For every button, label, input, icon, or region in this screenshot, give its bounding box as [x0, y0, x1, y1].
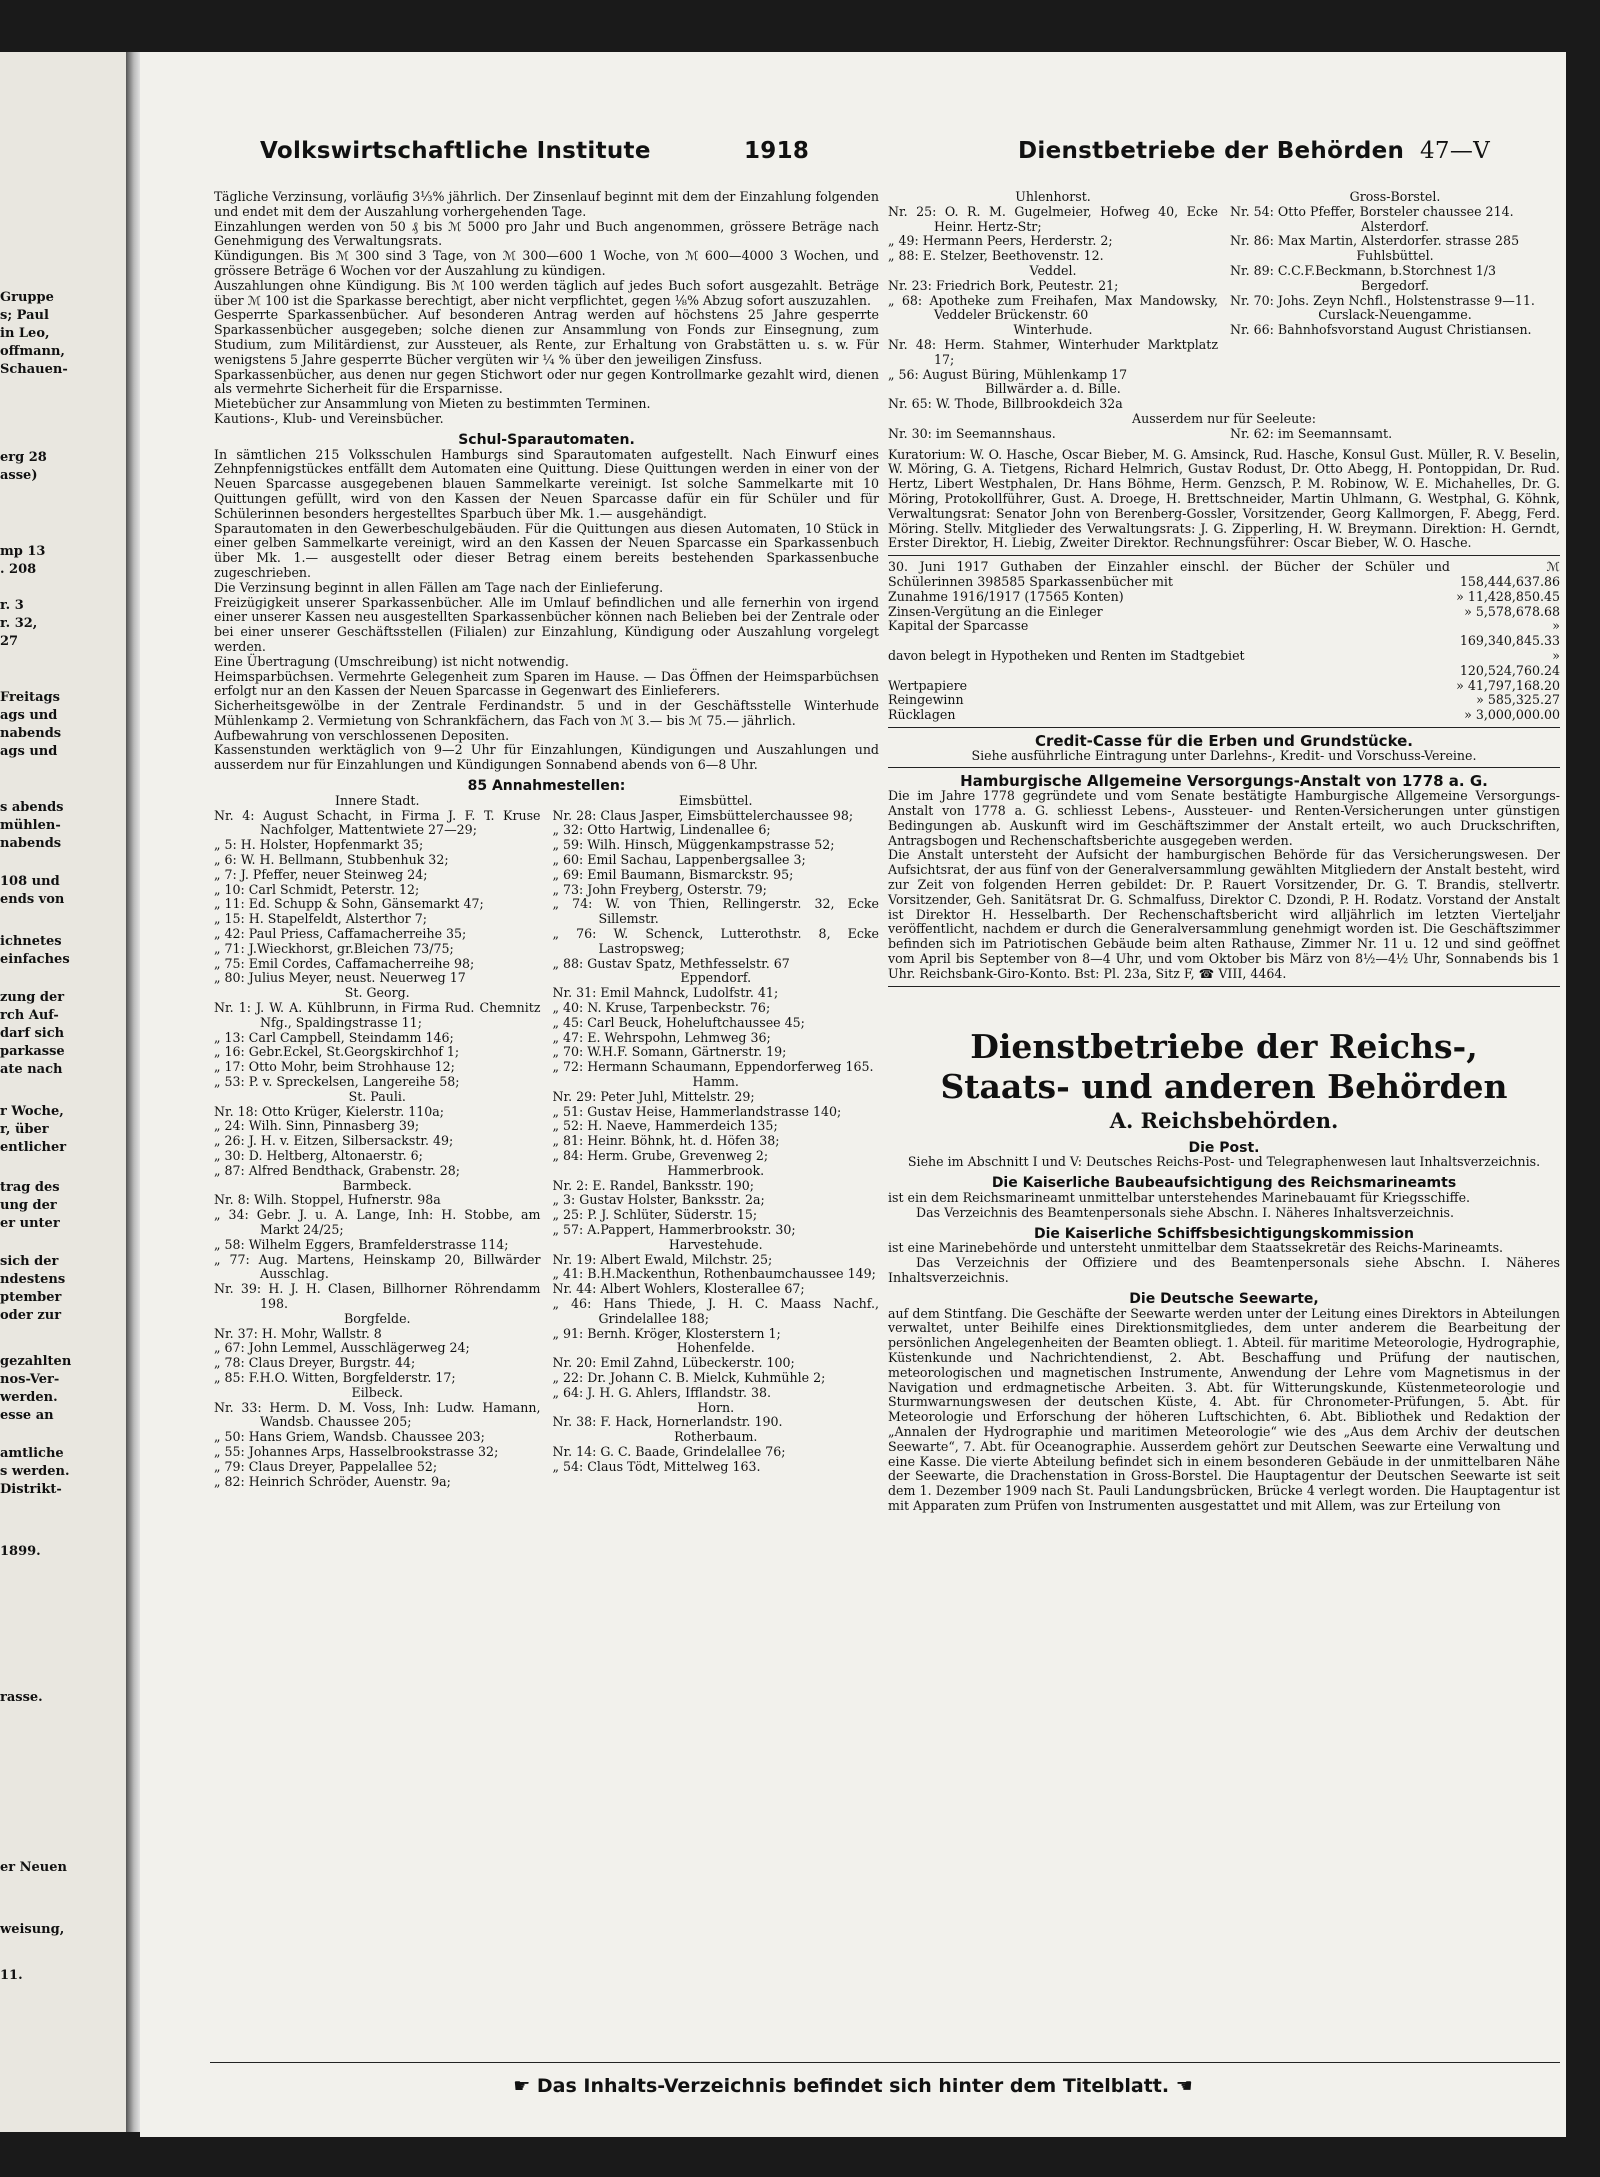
page-fragment-text: . 208	[0, 562, 37, 577]
kuratorium-text: Kuratorium: W. O. Hasche, Oscar Bieber, M. G. Amsinck, Rud. Hasche, Konsul Gust. Müller, R. V. Beselin, W. Möring, G. A. Tietgens, Richard Helmrich, Gustav Rodust, Dr. Otto Abegg, H. Pontoppidan, Dr. Rud. Hertz, Libert Westphalen, Dr. Hans Böhme, Herm. Genzsch, P. M. Robinow, W. E. Michahelles, Dr. G. Möring, Protokollführer, Gust. A. Droege, H. Brettschneider, Martin Uhlmann, G. Westphal, G. Köhnk, Verwaltungsrat: Senator John von Berenberg-Gossler, Vorsitzender, Georg Kallmorgen, F. Abegg, Ferd. Möring. Stellv. Mitglieder des Verwaltungsrats: J. G. Zipperling, H. W. Breymann. Direktion: H. Gerndt, Erster Direktor, H. Liebig, Zweiter Direktor. Rechnungsführer: Oscar Bieber, W. O. Hasche.	[888, 446, 1560, 551]
page-fragment-text: r. 32,	[0, 616, 38, 631]
list-item: Nr. 31: Emil Mahnck, Ludolfstr. 41;	[552, 985, 779, 1001]
list-item: „ 3: Gustav Holster, Banksstr. 2a;	[552, 1192, 765, 1208]
list-item: Nr. 19: Albert Ewald, Milchstr. 25;	[552, 1251, 773, 1267]
paragraph: Eine Übertragung (Umschreibung) ist nicht notwendig.	[214, 653, 569, 669]
list-item: „ 6: W. H. Bellmann, Stubbenhuk 32;	[214, 852, 449, 868]
list-item: „ 87: Alfred Bendthack, Grabenstr. 28;	[214, 1162, 461, 1178]
page-fragment-text: darf sich	[0, 1026, 65, 1041]
row-value: » 585,325.27	[1476, 692, 1560, 708]
row-value: » 169,340,845.33	[1459, 618, 1560, 649]
list-item: „ 50: Hans Griem, Wandsb. Chaussee 203;	[214, 1429, 485, 1445]
post-text: Siehe im Abschnitt I und V: Deutsches Reichs-Post- und Telegraphenwesen laut Inhaltsverzeichnis.	[907, 1154, 1541, 1170]
list-item: „ 68: Apotheke zum Freihafen, Max Mandowsky, Veddeler Brückenstr. 60	[888, 292, 1218, 323]
row-label: Zunahme 1916/1917 (17565 Konten)	[888, 589, 1124, 604]
paragraph: Kassenstunden werktäglich von 9—2 Uhr für Einzahlungen, Kündigungen und Auszahlungen und ausserdem nur für Einzahlungen und Kündigungen Sonnabend abends von 6—8 Uhr.	[214, 742, 879, 773]
page-fragment-text: entlicher	[0, 1140, 67, 1155]
list-item: „ 70: W.H.F. Somann, Gärtnerstr. 19;	[552, 1044, 787, 1060]
list-item: Nr. 48: Herm. Stahmer, Winterhuder Marktplatz 17;	[888, 336, 1218, 367]
district-heading: Winterhude.	[1013, 322, 1093, 338]
list-item: Nr. 44: Albert Wohlers, Klosterallee 67;	[552, 1281, 805, 1297]
row-label: Zinsen-Vergütung an die Einleger	[888, 604, 1103, 619]
divider	[888, 986, 1560, 987]
page-fragment-text: s; Paul	[0, 308, 49, 323]
list-item: „ 47: E. Wehrspohn, Lehmweg 36;	[552, 1029, 771, 1045]
list-item: „ 73: John Freyberg, Osterstr. 79;	[552, 881, 767, 897]
district-heading: Innere Stadt.	[335, 792, 420, 808]
row-label: Rücklagen	[888, 708, 956, 723]
district-heading: Alsterdorf.	[1361, 218, 1429, 234]
row-value: » 11,428,850.45	[1456, 588, 1560, 604]
list-item: „ 52: H. Naeve, Hammerdeich 135;	[552, 1118, 778, 1134]
list-item: Nr. 25: O. R. M. Gugelmeier, Hofweg 40, Ecke Heinr. Hertz-Str;	[888, 203, 1218, 234]
page-fragment-text: asse)	[0, 468, 38, 483]
list-item: Nr. 20: Emil Zahnd, Lübeckerstr. 100;	[552, 1355, 795, 1371]
page-fragment-text: r. 3	[0, 598, 24, 613]
page-fragment-text: offmann,	[0, 344, 65, 359]
page-fragment-text: in Leo,	[0, 326, 50, 341]
baubeaufsichtigung-heading: Die Kaiserliche Baubeaufsichtigung des Reichsmarineamts	[991, 1175, 1457, 1192]
district-heading: St. Georg.	[344, 985, 410, 1001]
annahme-list-2	[553, 794, 880, 1489]
right-column	[888, 190, 1560, 1514]
list-item: Nr. 4: August Schacht, in Firma J. F. T. Kruse Nachfolger, Mattentwiete 27—29;	[214, 807, 541, 838]
list-item: „ 81: Heinr. Böhnk, ht. d. Höfen 38;	[552, 1133, 780, 1149]
list-item: „ 7: J. Pfeffer, neuer Steinweg 24;	[214, 866, 428, 882]
row-label: Reingewinn	[888, 693, 964, 708]
pointing-hand-icon: ☚	[1169, 2075, 1193, 2097]
list-item: „ 75: Emil Cordes, Caffamacherreihe 98;	[214, 955, 475, 971]
seewarte-text: auf dem Stintfang. Die Geschäfte der Seewarte werden unter der Leitung eines Direktors in Abteilungen verwaltet, unter Beihilfe eines Direktionsmitgliedes, dem unter anderem die Bearbeitung der persönlichen Angelegenheiten der Beamten obliegt. 1. Abteil. für maritime Meteorologie, Hydrographie, Küstenkunde und Nachrichtendienst, 2. Abt. Beschaffung und Prüfung der nautischen, meteorologischen und magnetischen Instrumente, Anwendung der Lehre vom Magnetismus in der Navigation und erdmagnetische Arbeiten. 3. Abt. für Witterungskunde, Küstenmeteorologie und Sturmwarnungswesen der deutschen Küste, 4. Abt. für Chronometer-Prüfungen, 5. Abt. für Meteorologie und Erforschung der höheren Luftschichten, 6. Abt. Bibliothek und Redaktion der „Annalen der Hydrographie und maritimen Meteorologie“ wie des „Aus dem Archiv der deutschen Seewarte“, 7. Abt. für Oceanographie. Ausserdem gehört zur Deutschen Seewarte eine Verwaltung und eine Kasse. Die vierte Abteilung befindet sich in einem besonderen Gebäude in der unmittelbaren Nähe der Seewarte, die Drachenstation in Gross-Borstel. Die Hauptagentur der Deutschen Seewarte ist seit dem 1. Dezember 1909 nach St. Pauli Landungsbrücken, Brücke 4 verlegt worden. Die Hauptagentur ist mit Apparaten zum Prüfen von Instrumenten ausgestattet und mit Allem, was zur Erteilung von	[888, 1305, 1560, 1513]
list-item: „ 41: B.H.Mackenthun, Rothenbaumchaussee 149;	[552, 1266, 876, 1282]
header-right: Dienstbetriebe der Behörden	[1018, 138, 1405, 164]
running-header	[140, 138, 1566, 178]
list-item: „ 16: Gebr.Eckel, St.Georgskirchhof 1;	[214, 1044, 460, 1060]
district-heading: Uhlenhorst.	[1015, 189, 1091, 204]
list-item: „ 53: P. v. Spreckelsen, Langereihe 58;	[214, 1074, 460, 1090]
footer-note	[140, 2075, 1566, 2097]
row-label: Kapital der Sparcasse	[888, 619, 1029, 634]
list-item: Nr. 14: G. C. Baade, Grindelallee 76;	[552, 1443, 786, 1459]
page-fragment-text: ate nach	[0, 1062, 63, 1077]
annahme-list-3	[888, 190, 1218, 412]
paragraph: Kautions-, Klub- und Vereinsbücher.	[214, 410, 444, 426]
savings-rules	[214, 190, 879, 427]
list-item: „ 25: P. J. Schlüter, Süderstr. 15;	[552, 1207, 758, 1223]
subsection-title: A. Reichsbehörden.	[1109, 1107, 1339, 1133]
list-item: „ 76: W. Schenck, Lutterothstr. 8, Ecke Lastropsweg;	[552, 926, 879, 956]
page-fragment-text: einfaches	[0, 952, 70, 967]
list-item: „ 42: Paul Priess, Caffamacherreihe 35;	[214, 926, 467, 942]
district-heading: Harvestehude.	[668, 1236, 763, 1252]
schul-heading: Schul-Sparautomaten.	[458, 431, 635, 448]
list-item: „ 32: Otto Hartwig, Lindenallee 6;	[552, 822, 771, 838]
versorgung-text-1: Die im Jahre 1778 gegründete und vom Senate bestätigte Hamburgische Allgemeine Versorgungs-Anstalt von 1778 a. G. schliesst Lebens-, Aussteuer- und Renten-Versicherungen unter günstigen Bedingungen ab. Auskunft wird im Geschäftszimmer der Anstalt erteilt, wo auch Druckschriften, Antragsbogen und Rechenschaftsberichte ausgegeben werden.	[888, 788, 1560, 848]
table-row	[888, 590, 1560, 605]
paragraph: Aufbewahrung von verschlossenen Depositen.	[214, 727, 510, 743]
table-row	[888, 619, 1560, 649]
list-item: „ 46: Hans Thiede, J. H. C. Maass Nachf., Grindelallee 188;	[552, 1295, 879, 1326]
row-label: Wertpapiere	[888, 678, 968, 693]
paragraph: Sparautomaten in den Gewerbeschulgebäuden. Für die Quittungen aus diesen Automaten, 10 Stück in einer gelben Sammelkarte vereinigt, wird an den Kassen der Neuen Sparcasse ein Sparkassenbuch über Mk. 1.— ausgestellt oder dieser Betrag einem bereits bestehenden Sparkassenbuche zugeschrieben.	[214, 520, 879, 580]
annahme-heading: 85 Annahmestellen:	[467, 778, 626, 795]
list-item: „ 54: Claus Tödt, Mittelweg 163.	[552, 1458, 761, 1474]
page-fragment-text: erg 28	[0, 450, 47, 465]
list-item: Nr. 1: J. W. A. Kühlbrunn, in Firma Rud. Chemnitz Nfg., Spaldingstrasse 11;	[214, 1000, 541, 1030]
district-heading: Curslack-Neuengamme.	[1318, 307, 1472, 323]
section-title-line-1: Dienstbetriebe der Reichs-,	[970, 1026, 1478, 1066]
page-fragment-text: rch Auf-	[0, 1008, 59, 1023]
row-value: ℳ 158,444,637.86	[1459, 559, 1560, 589]
district-heading: St. Pauli.	[348, 1088, 406, 1104]
list-item: „ 15: H. Stapelfeldt, Alsterthor 7;	[214, 911, 427, 927]
section-title-line-2: Staats- und anderen Behörden	[940, 1066, 1508, 1106]
list-item: „ 24: Wilh. Sinn, Pinnasberg 39;	[214, 1118, 420, 1134]
page-fragment-text: Distrikt-	[0, 1482, 62, 1497]
list-item: „ 77: Aug. Martens, Heinskamp 20, Billwärder Ausschlag.	[214, 1251, 541, 1282]
page-fragment-text: Gruppe	[0, 290, 54, 305]
versorgung-text-2: Die Anstalt untersteht der Aufsicht der hamburgischen Behörde für das Versicherungswesen. Der Aufsichtsrat, der aus fünf von der Generalversammlung gewählten Mitgliedern der Anstalt besteht, wird zur Zeit von folgenden Herren gebildet: Dr. P. Rauert Vorsitzender, Dr. G. T. Brandis, stellvertr. Vorsitzender, Geh. Sanitätsrat Dr. G. Schmalfuss, Direktor C. Dzondi, P. H. Rodatz. Vorstand der Anstalt ist Direktor H. Hesselbarth. Der Rechenschaftsbericht wird alljährlich im letzten Vierteljahr veröffentlicht, nachdem er durch die Generalversammlung genehmigt worden ist. Die Geschäftszimmer befinden sich im Patriotischen Gebäude beim alten Rathause, Zimmer Nr. 11 u. 12 und sind geöffnet vom April bis September von 8—4 Uhr, und vom Oktober bis März von 8½—4½ Uhr, Sonnabends bis 1 Uhr. Reichsbank-Giro-Konto. Bst: Pl. 23a, Sitz F, ☎ VIII, 4464.	[888, 847, 1560, 981]
district-heading: Barmbeck.	[342, 1177, 412, 1193]
page-fragment-text: Freitags	[0, 690, 60, 705]
versorgung-heading: Hamburgische Allgemeine Versorgungs-Anstalt von 1778 a. G.	[960, 772, 1488, 791]
table-row	[888, 693, 1560, 708]
list-item: „ 11: Ed. Schupp & Sohn, Gänsemarkt 47;	[214, 896, 484, 912]
page-fragment-text: mp 13	[0, 544, 46, 559]
table-row	[888, 605, 1560, 620]
paragraph: Mietebücher zur Ansammlung von Mieten zu bestimmten Terminen.	[214, 396, 651, 412]
list-item: Nr. 39: H. J. H. Clasen, Billhorner Röhrendamm 198.	[214, 1281, 541, 1311]
header-year: 1918	[744, 138, 810, 164]
district-heading: Bergedorf.	[1360, 277, 1430, 293]
page-fragment-text: trag des	[0, 1180, 60, 1195]
list-item: „ 58: Wilhelm Eggers, Bramfelderstrasse 114;	[214, 1236, 509, 1252]
list-item: „ 5: H. Holster, Hopfenmarkt 35;	[214, 837, 424, 853]
list-item: „ 30: D. Heltberg, Altonaerstr. 6;	[214, 1148, 423, 1163]
page-fragment-text: nabends	[0, 836, 62, 851]
annahme-list-4	[1230, 190, 1560, 412]
list-item: „ 84: Herm. Grube, Grevenweg 2;	[552, 1148, 769, 1163]
annahme-lists-continued	[888, 190, 1560, 412]
paragraph: Einzahlungen werden von 50 ₰ bis ℳ 5000 pro Jahr und Buch angenommen, grössere Beträge nach Genehmigung des Verwaltungsrats.	[214, 218, 879, 249]
schiffsbesichtigung-text-1: ist eine Marinebehörde und untersteht unmittelbar dem Staatssekretär des Reichs-Marineamts.	[888, 1240, 1504, 1256]
seeleute-left: Nr. 30: im Seemannshaus.	[888, 425, 1056, 441]
page-fragment-text: 108 und	[0, 874, 60, 889]
list-item: „ 59: Wilh. Hinsch, Müggenkampstrasse 52;	[552, 837, 835, 853]
list-item: Nr. 23: Friedrich Bork, Peutestr. 21;	[888, 277, 1119, 293]
list-item: „ 88: E. Stelzer, Beethovenstr. 12.	[888, 248, 1104, 264]
annahme-list-1	[214, 794, 541, 1489]
row-value: » 41,797,168.20	[1456, 677, 1560, 693]
page-fragment-text: ags und	[0, 708, 58, 723]
divider	[888, 727, 1560, 728]
list-item: „ 80: Julius Meyer, neust. Neuerweg 17	[214, 970, 466, 986]
district-heading: Hohenfelde.	[676, 1340, 755, 1356]
district-heading: Hamm.	[692, 1074, 739, 1090]
footer-rule	[210, 2062, 1560, 2063]
list-item: Nr. 38: F. Hack, Hornerlandstr. 190.	[552, 1414, 783, 1430]
district-heading: Eilbeck.	[351, 1384, 403, 1400]
page-fragment-text: er Neuen	[0, 1860, 67, 1875]
list-item: „ 17: Otto Mohr, beim Strohhause 12;	[214, 1059, 455, 1075]
page-fragment-text: r, über	[0, 1122, 49, 1137]
page-fragment-text: r Woche,	[0, 1104, 64, 1119]
adjacent-page-fragment	[0, 52, 132, 2132]
list-item: „ 78: Claus Dreyer, Burgstr. 44;	[214, 1355, 416, 1371]
page-fragment-text: weisung,	[0, 1922, 65, 1937]
financial-table	[888, 560, 1560, 723]
list-item: „ 85: F.H.O. Witten, Borgfelderstr. 17;	[214, 1369, 456, 1385]
schiffsbesichtigung-text-2: Das Verzeichnis der Offiziere und des Beamtenpersonals siehe Abschn. I. Näheres Inhaltsverzeichnis.	[888, 1255, 1560, 1286]
row-value: » 3,000,000.00	[1464, 707, 1560, 723]
list-item: „ 22: Dr. Johann C. B. Mielck, Kuhmühle 2;	[552, 1369, 826, 1385]
page-number: 47—V	[1420, 138, 1491, 164]
list-item: Nr. 8: Wilh. Stoppel, Hufnerstr. 98a	[214, 1192, 441, 1208]
list-item: „ 13: Carl Campbell, Steindamm 146;	[214, 1029, 454, 1045]
row-value: » 120,524,760.24	[1459, 647, 1560, 678]
page-fragment-text: 11.	[0, 1968, 23, 1983]
page-fragment-text: rasse.	[0, 1690, 43, 1705]
paragraph: Gesperrte Sparkassenbücher. Auf besonderen Antrag werden auf höchstens 25 Jahre gesperrte Sparkassenbücher ausgegeben; solche dienen zur Ansammlung von Fonds zur Einsegnung, zum Studium, zum Militärdienst, zur Aussteuer, als Rente, zur Erhaltung von Grabstätten u. s. w. Für wenigstens 5 Jahre gesperrte Bücher vergüten wir ¼ % über den jeweiligen Zinsfuss.	[214, 307, 879, 367]
table-row	[888, 560, 1560, 590]
list-item: Nr. 70: Johs. Zeyn Nchfl., Holstenstrasse 9—11.	[1230, 292, 1535, 308]
pointing-hand-icon: ☛	[513, 2075, 537, 2097]
page-fragment-text: s abends	[0, 800, 64, 815]
list-item: „ 74: W. von Thien, Rellingerstr. 32, Ecke Sillemstr.	[552, 896, 879, 927]
paragraph: Heimsparbüchsen. Vermehrte Gelegenheit zum Sparen im Hause. — Das Öffnen der Heimsparbüchsen erfolgt nur an den Kassen der Neuen Sparcasse in Gegenwart des Einlieferers.	[214, 668, 879, 699]
list-item: Nr. 54: Otto Pfeffer, Borsteler chaussee 214.	[1230, 203, 1514, 219]
list-item: Nr. 29: Peter Juhl, Mittelstr. 29;	[552, 1088, 755, 1104]
list-item: „ 91: Bernh. Kröger, Klosterstern 1;	[552, 1325, 781, 1341]
list-item: „ 34: Gebr. J. u. A. Lange, Inh: H. Stobbe, am Markt 24/25;	[214, 1207, 541, 1237]
page	[140, 52, 1566, 2137]
paragraph: Kündigungen. Bis ℳ 300 sind 3 Tage, von ℳ 300—600 1 Woche, von ℳ 600—4000 3 Wochen, und grössere Beträge 6 Wochen vor der Auszahlung zu kündigen.	[214, 248, 879, 278]
table-row	[888, 708, 1560, 723]
list-item: Nr. 86: Max Martin, Alsterdorfer. strasse 285	[1230, 233, 1520, 249]
list-item: Nr. 66: Bahnhofsvorstand August Christiansen.	[1230, 322, 1532, 338]
list-item: „ 55: Johannes Arps, Hasselbrookstrasse 32;	[214, 1443, 499, 1459]
list-item: Nr. 18: Otto Krüger, Kielerstr. 110a;	[214, 1103, 445, 1119]
baubeaufsichtigung-text-1: ist ein dem Reichsmarineamt unmittelbar unterstehendes Marinebauamt für Kriegsschiffe.	[888, 1190, 1471, 1206]
district-heading: Veddel.	[1029, 262, 1077, 278]
list-item: „ 82: Heinrich Schröder, Auenstr. 9a;	[214, 1473, 451, 1489]
paragraph: Die Verzinsung beginnt in allen Fällen am Tage nach der Einlieferung.	[214, 579, 664, 595]
list-item: „ 72: Hermann Schaumann, Eppendorferweg 165.	[552, 1059, 874, 1075]
row-value: » 5,578,678.68	[1464, 603, 1560, 619]
list-item: Nr. 89: C.C.F.Beckmann, b.Storchnest 1/3	[1230, 262, 1497, 278]
paragraph: Freizügigkeit unserer Sparkassenbücher. Alle im Umlauf befindlichen und alle fernerhin von irgend einer unserer Kassen neu ausgestellten Sparkassenbücher können nach Belieben bei der Zentrale oder bei einer unserer Geschäftsstellen (Filialen) zur Einzahlung, Kündigung oder Auszahlung vorgelegt werden.	[214, 594, 879, 654]
list-item: „ 45: Carl Beuck, Hoheluftchaussee 45;	[552, 1014, 805, 1030]
district-heading: Billwärder a. d. Bille.	[985, 381, 1121, 397]
district-heading: Hammerbrook.	[667, 1162, 765, 1178]
list-item: Nr. 28: Claus Jasper, Eimsbüttelerchaussee 98;	[552, 807, 854, 823]
page-fragment-text: zung der	[0, 990, 65, 1005]
page-fragment-text: ags und	[0, 744, 58, 759]
page-fragment-text: er unter	[0, 1216, 60, 1231]
list-item: „ 10: Carl Schmidt, Peterstr. 12;	[214, 881, 420, 897]
paragraph: In sämtlichen 215 Volksschulen Hamburgs sind Sparautomaten aufgestellt. Nach Einwurf eines Zehnpfennigstückes entfällt dem Automaten eine Quittung. Diese Quittungen werden in einer von der Neuen Sparcasse ausgegebenen blauen Sammelkarte vereinigt. Ist solche Sammelkarte mit 10 Quittungen gefüllt, wird von den Kassen der Neuen Sparcasse dafür ein für Schüler und für Schülerinnen besonders hergestelltes Sparbuch über Mk. 1.— ausgehändigt.	[214, 446, 879, 521]
page-fragment-text: s werden.	[0, 1464, 70, 1479]
list-item: Nr. 65: W. Thode, Billbrookdeich 32a	[888, 396, 1123, 412]
page-fragment-text: sich der	[0, 1254, 59, 1269]
district-heading: Fuhlsbüttel.	[1356, 248, 1434, 264]
list-item: „ 67: John Lemmel, Ausschlägerweg 24;	[214, 1340, 470, 1356]
list-item: „ 56: August Büring, Mühlenkamp 17	[888, 366, 1128, 382]
page-fragment-text: ends von	[0, 892, 65, 907]
list-item: „ 49: Hermann Peers, Herderstr. 2;	[888, 233, 1113, 249]
seewarte-heading: Die Deutsche Seewarte,	[1129, 1290, 1319, 1307]
page-fragment-text: Schauen-	[0, 362, 68, 377]
page-fragment-text: 1899.	[0, 1544, 41, 1559]
paragraph: Sparkassenbücher, aus denen nur gegen Stichwort oder nur gegen Kontrollmarke gezahlt wird, dienen als vermehrte Sicherheit für die Ersparnisse.	[214, 366, 879, 397]
list-item: „ 51: Gustav Heise, Hammerlandstrasse 140;	[552, 1103, 842, 1119]
list-item: „ 71: J.Wieckhorst, gr.Bleichen 73/75;	[214, 940, 454, 956]
page-fragment-text: nos-Ver-	[0, 1372, 60, 1387]
page-fragment-text: nabends	[0, 726, 62, 741]
page-fragment-text: werden.	[0, 1390, 58, 1405]
page-fragment-text: 27	[0, 634, 19, 649]
list-item: „ 79: Claus Dreyer, Pappelallee 52;	[214, 1458, 438, 1474]
schul-text	[214, 448, 879, 774]
district-heading: Rotherbaum.	[674, 1429, 758, 1445]
list-item: „ 64: J. H. G. Ahlers, Ifflandstr. 38.	[552, 1384, 771, 1400]
list-item: Nr. 2: E. Randel, Banksstr. 190;	[552, 1177, 754, 1193]
credit-heading: Credit-Casse für die Erben und Grundstücke.	[1034, 731, 1414, 750]
page-fragment-text: ndestens	[0, 1272, 66, 1287]
page-fragment-text: parkasse	[0, 1044, 65, 1059]
row-label: 30. Juni 1917 Guthaben der Einzahler einschl. der Bücher der Schüler und Schülerinnen 398585 Sparkassenbücher mit	[888, 560, 1450, 589]
divider	[888, 767, 1560, 768]
paragraph: Tägliche Verzinsung, vorläufig 3⅓% jährlich. Der Zinsenlauf beginnt mit dem der Einzahlung folgenden und endet mit dem der Auszahlung vorhergehenden Tage.	[214, 189, 879, 219]
page-fragment-text: ptember	[0, 1290, 62, 1305]
district-heading: Eppendorf.	[680, 970, 752, 986]
annahme-lists	[214, 794, 879, 1489]
divider	[888, 555, 1560, 556]
credit-text: Siehe ausführliche Eintragung unter Darlehns-, Kredit- und Vorschuss-Vereine.	[971, 747, 1477, 763]
row-label: davon belegt in Hypotheken und Renten im Stadtgebiet	[888, 648, 1245, 663]
post-heading: Die Post.	[1188, 1139, 1260, 1156]
district-heading: Borgfelde.	[343, 1310, 411, 1326]
baubeaufsichtigung-text-2: Das Verzeichnis des Beamtenpersonals siehe Abschn. I. Näheres Inhaltsverzeichnis.	[916, 1204, 1454, 1220]
list-item: „ 57: A.Pappert, Hammerbrookstr. 30;	[552, 1221, 796, 1237]
seeleute-heading: Ausserdem nur für Seeleute:	[1132, 410, 1316, 426]
left-column	[214, 190, 879, 1489]
page-fragment-text: esse an	[0, 1408, 54, 1423]
header-left: Volkswirtschaftliche Institute	[260, 138, 651, 164]
page-fragment-text: ung der	[0, 1198, 57, 1213]
list-item: „ 69: Emil Baumann, Bismarckstr. 95;	[552, 866, 794, 882]
table-row	[888, 649, 1560, 679]
list-item: „ 26: J. H. v. Eitzen, Silbersackstr. 49;	[214, 1133, 454, 1149]
list-item: „ 88: Gustav Spatz, Methfesselstr. 67	[552, 955, 790, 971]
list-item: Nr. 37: H. Mohr, Wallstr. 8	[214, 1325, 382, 1341]
table-row	[888, 679, 1560, 694]
page-fragment-text: ichnetes	[0, 934, 62, 949]
seeleute-right: Nr. 62: im Seemannsamt.	[1230, 425, 1393, 441]
list-item: „ 40: N. Kruse, Tarpenbeckstr. 76;	[552, 1000, 771, 1016]
page-fragment-text: gezahlten	[0, 1354, 72, 1369]
paragraph: Sicherheitsgewölbe in der Zentrale Ferdinandstr. 5 und in der Geschäftsstelle Winterhude Mühlenkamp 2. Vermietung von Schrankfächern, das Fach von ℳ 3.— bis ℳ 75.— jährlich.	[214, 698, 879, 728]
page-fragment-text: oder zur	[0, 1308, 62, 1323]
district-heading: Gross-Borstel.	[1349, 189, 1441, 204]
district-heading: Horn.	[697, 1399, 735, 1415]
page-fragment-text: mühlen-	[0, 818, 61, 833]
page-fragment-text: amtliche	[0, 1446, 64, 1461]
footer-text: Das Inhalts-Verzeichnis befindet sich hinter dem Titelblatt.	[536, 2075, 1170, 2097]
district-heading: Eimsbüttel.	[679, 792, 753, 808]
list-item: Nr. 33: Herm. D. M. Voss, Inh: Ludw. Hamann, Wandsb. Chaussee 205;	[214, 1399, 541, 1430]
list-item: „ 60: Emil Sachau, Lappenbergsallee 3;	[552, 852, 806, 868]
paragraph: Auszahlungen ohne Kündigung. Bis ℳ 100 werden täglich auf jedes Buch sofort ausgezahlt. Beträge über ℳ 100 ist die Sparkasse berechtigt, aber nicht verpflichtet, gegen ⅛% Abzug sofort auszuzahlen.	[214, 277, 879, 308]
seeleute-row	[888, 427, 1560, 442]
schiffsbesichtigung-heading: Die Kaiserliche Schiffsbesichtigungskommission	[1034, 1225, 1414, 1242]
